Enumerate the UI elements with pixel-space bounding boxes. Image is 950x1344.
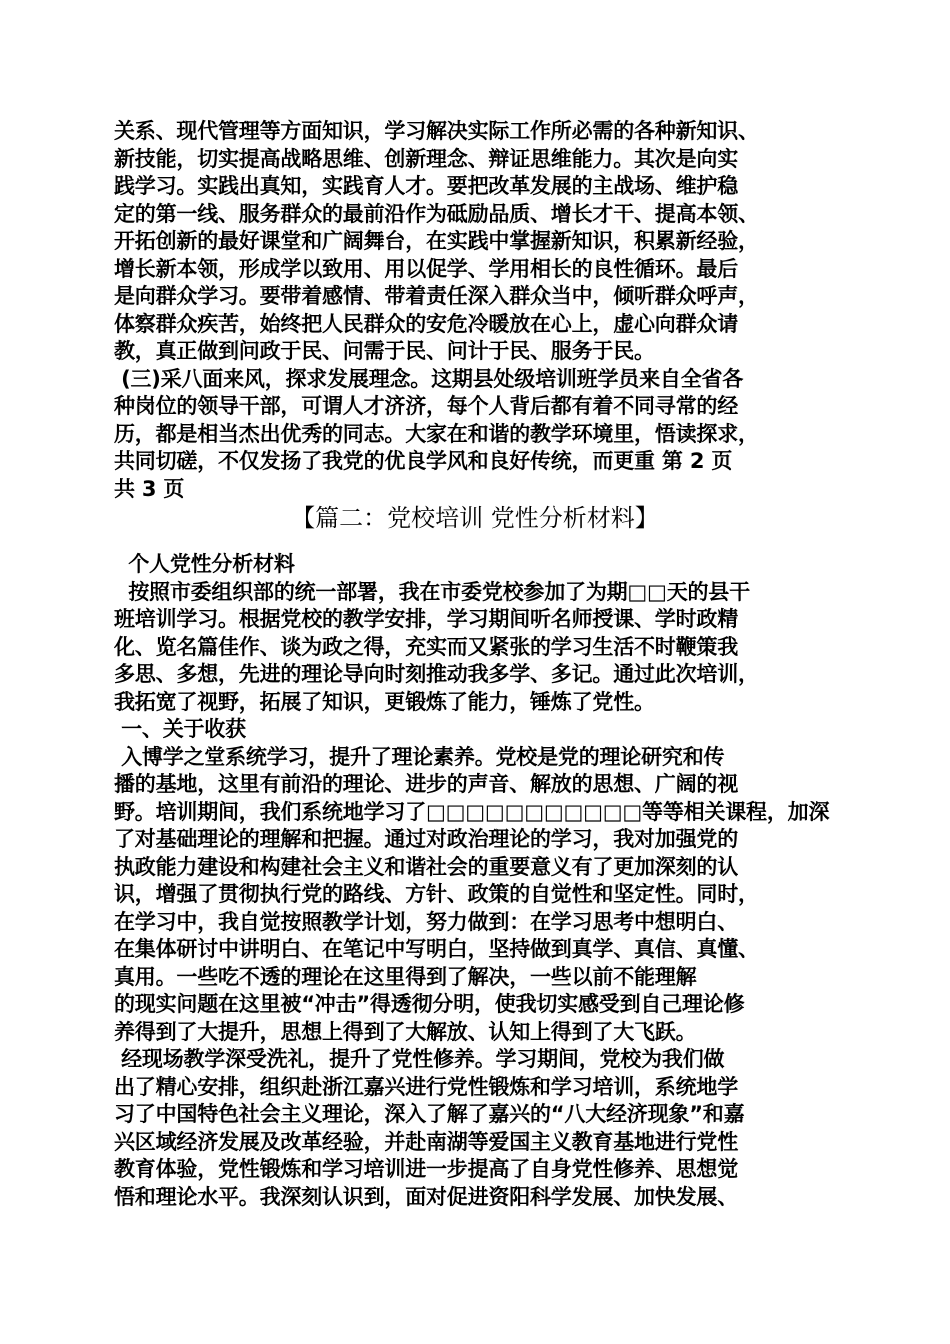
text-line: 按照市委组织部的统一部署，我在市委党校参加了为期□□天的县干 — [114, 579, 750, 604]
text-line: 定的第一线、服务群众的最前沿作为砥励品质、增长才干、提高本领、 — [114, 201, 759, 226]
text-line: 教，真正做到问政于民、问需于民、问计于民、服务于民。 — [114, 339, 655, 363]
text-line: 播的基地，这里有前沿的理论、进步的声音、解放的思想、广阔的视 — [114, 772, 738, 796]
text-line: 是向群众学习。要带着感情、带着责任深入群众当中，倾听群众呼声， — [114, 284, 759, 308]
continued-text-block — [114, 118, 840, 503]
text-line: 多思、多想，先进的理论导向时刻推动我多学、多记。通过此次培训， — [114, 662, 759, 686]
text-line: 新技能，切实提高战略思维、创新理念、辩证思维能力。其次是向实 — [114, 146, 738, 171]
text-line: 践学习。实践出真知，实践育人才。要把改革发展的主战场、维护稳 — [114, 174, 738, 198]
text-line: 共 3 页 — [114, 476, 185, 501]
text-line: (三)采八面来风，探求发展理念。这期县处级培训班学员来自全省各 — [114, 366, 744, 391]
text-line: 教育体验，党性锻炼和学习培训进一步提高了自身党性修养、思想觉 — [114, 1157, 738, 1181]
text-line: 经现场教学深受洗礼，提升了党性修养。学习期间，党校为我们做 — [114, 1047, 725, 1071]
text-line: 我拓宽了视野，拓展了知识，更锻炼了能力，锤炼了党性。 — [114, 689, 655, 714]
text-line: 的现实问题在这里被“冲击”得透彻分明，使我切实感受到自己理论修 — [114, 992, 745, 1016]
text-line: 兴区域经济发展及改革经验，并赴南湖等爱国主义教育基地进行党性 — [114, 1129, 738, 1154]
text-line: 历，都是相当杰出优秀的同志。大家在和谐的教学环境里，悟读探求， — [114, 421, 759, 446]
text-line: 种岗位的领导干部，可谓人才济济，每个人背后都有着不同寻常的经 — [114, 394, 738, 418]
text-line: 一、关于收获 — [114, 717, 246, 741]
text-line: 共同切磋，不仅发扬了我党的优良学风和良好传统，而更重 第 2 页 — [114, 449, 733, 473]
text-line: 个人党性分析材料 — [114, 552, 295, 576]
text-line: 在集体研讨中讲明白、在笔记中写明白，坚持做到真学、真信、真懂、 — [114, 937, 759, 961]
section-heading: 【篇二：党校培训 党性分析材料】 — [291, 504, 659, 532]
text-line: 习了中国特色社会主义理论，深入了解了嘉兴的“八大经济现象”和嘉 — [114, 1102, 745, 1126]
text-line: 真用。一些吃不透的理论在这里得到了解决，一些以前不能理解 — [114, 964, 697, 989]
text-line: 化、览名篇佳作、谈为政之得，充实而又紧张的学习生活不时鞭策我 — [114, 634, 738, 659]
text-line: 在学习中，我自觉按照教学计划，努力做到：在学习思考中想明白、 — [114, 909, 738, 934]
text-line: 出了精心安排，组织赴浙江嘉兴进行党性锻炼和学习培训，系统地学 — [114, 1074, 738, 1099]
text-line: 养得到了大提升，思想上得到了大解放、认知上得到了大飞跃。 — [114, 1019, 697, 1044]
text-line: 增长新本领，形成学以致用、用以促学、学用相长的良性循环。最后 — [114, 256, 738, 281]
text-line: 班培训学习。根据党校的教学安排，学习期间听名师授课、学时政精 — [114, 607, 738, 631]
text-line: 悟和理论水平。我深刻认识到，面对促进资阳科学发展、加快发展、 — [114, 1184, 738, 1209]
section-two-text-block — [114, 551, 840, 1211]
text-line: 开拓创新的最好课堂和广阔舞台，在实践中掌握新知识，积累新经验， — [114, 229, 759, 253]
text-line: 野。培训期间，我们系统地学习了□□□□□□□□□□□等等相关课程，加深 — [114, 799, 830, 824]
text-line: 识，增强了贯彻执行党的路线、方针、政策的自觉性和坚定性。同时， — [114, 882, 759, 906]
text-line: 入博学之堂系统学习，提升了理论素养。党校是党的理论研究和传 — [114, 744, 725, 769]
text-line: 了对基础理论的理解和把握。通过对政治理论的学习，我对加强党的 — [114, 827, 738, 851]
text-line: 关系、现代管理等方面知识，学习解决实际工作所必需的各种新知识、 — [114, 119, 759, 143]
text-line: 执政能力建设和构建社会主义和谐社会的重要意义有了更加深刻的认 — [114, 854, 738, 879]
text-line: 体察群众疾苦，始终把人民群众的安危冷暖放在心上，虚心向群众请 — [114, 311, 738, 336]
